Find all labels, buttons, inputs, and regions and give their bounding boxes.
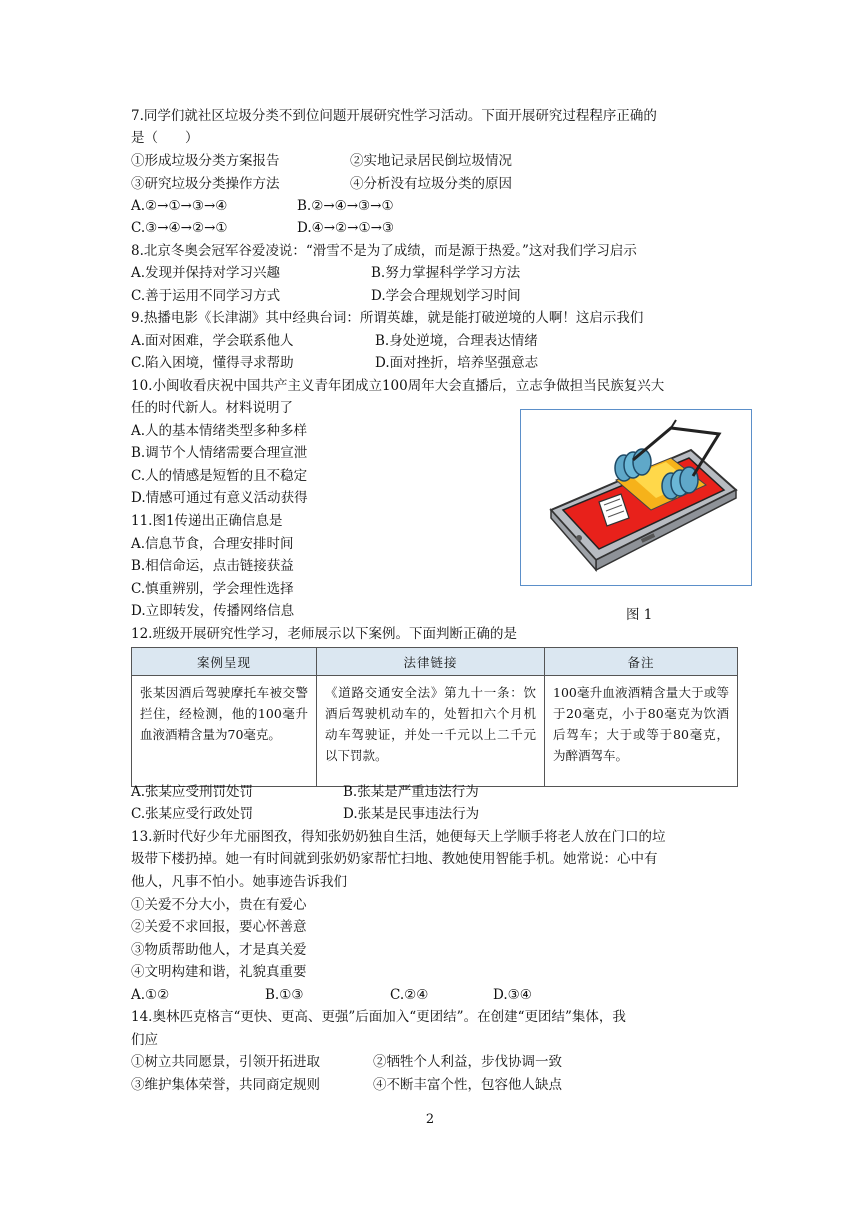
figure-1-caption: 图 1 bbox=[626, 607, 653, 623]
q14-item-2: ②牺牲个人利益，步伐协调一致 bbox=[373, 1054, 562, 1070]
q10-stem-line1: 10.小闽收看庆祝中国共产主义青年团成立100周年大会直播后，立志争做担当民族复兴大 bbox=[131, 378, 665, 394]
q7-item-4: ④分析没有垃圾分类的原因 bbox=[350, 176, 512, 192]
q7-item-2: ②实地记录居民倒垃圾情况 bbox=[350, 153, 512, 169]
q14-item-1: ①树立共同愿景，引领开拓进取 bbox=[131, 1054, 320, 1070]
q14-item-4: ④不断丰富个性，包容他人缺点 bbox=[373, 1077, 562, 1093]
q7-stem-line1: 7.同学们就社区垃圾分类不到位问题开展研究性学习活动。下面开展研究过程程序正确的 bbox=[131, 108, 657, 124]
figure-1-phone-mousetrap bbox=[520, 409, 752, 586]
q13-option-a: A.①② bbox=[131, 987, 170, 1003]
cell-law-link: 《道路交通安全法》第九十一条：饮酒后驾驶机动车的，处暂扣六个月机动车驾驶证，并处一千元以上二千元以下罚款。 bbox=[317, 676, 545, 787]
q12-option-b: B.张某是严重违法行为 bbox=[343, 784, 479, 800]
header-law-link: 法律链接 bbox=[317, 648, 545, 676]
q13-item-2: ②关爱不求回报，要心怀善意 bbox=[131, 919, 307, 935]
q13-item-4: ④文明构建和谐，礼貌真重要 bbox=[131, 964, 307, 980]
q13-stem-line1: 13.新时代好少年尤丽图孜，得知张奶奶独自生活，她便每天上学顺手将老人放在门口的垃 bbox=[131, 829, 666, 845]
q7-option-b: B.②→④→③→① bbox=[297, 198, 394, 214]
q14-stem-line2: 们应 bbox=[131, 1032, 158, 1048]
q9-stem: 9.热播电影《长津湖》其中经典台词：所谓英雄，就是能打破逆境的人啊！这启示我们 bbox=[131, 310, 644, 326]
q7-option-d: D.④→②→①→③ bbox=[297, 220, 394, 236]
q7-item-1: ①形成垃圾分类方案报告 bbox=[131, 153, 280, 169]
q9-option-b: B.身处逆境，合理表达情绪 bbox=[375, 333, 538, 349]
header-remarks: 备注 bbox=[545, 648, 738, 676]
q7-item-3: ③研究垃圾分类操作方法 bbox=[131, 176, 280, 192]
q10-option-c: C.人的情感是短暂的且不稳定 bbox=[131, 468, 308, 484]
q13-option-b: B.①③ bbox=[265, 987, 304, 1003]
q7-stem-line2: 是（ ） bbox=[131, 130, 199, 146]
q10-option-b: B.调节个人情绪需要合理宣泄 bbox=[131, 445, 308, 461]
q12-option-d: D.张某是民事违法行为 bbox=[343, 806, 480, 822]
q8-option-a: A.发现并保持对学习兴趣 bbox=[131, 265, 281, 281]
q10-option-d: D.情感可通过有意义活动获得 bbox=[131, 490, 308, 506]
table-header-row bbox=[132, 648, 738, 676]
q11-option-d: D.立即转发，传播网络信息 bbox=[131, 603, 295, 619]
q9-option-c: C.陷入困境，懂得寻求帮助 bbox=[131, 355, 294, 371]
q13-item-1: ①关爱不分大小，贵在有爱心 bbox=[131, 897, 307, 913]
q10-stem-line2: 任的时代新人。材料说明了 bbox=[131, 400, 293, 416]
q13-stem-line2: 圾带下楼扔掉。她一有时间就到张奶奶家帮忙扫地、教她使用智能手机。她常说：心中有 bbox=[131, 851, 658, 867]
q8-option-c: C.善于运用不同学习方式 bbox=[131, 288, 281, 304]
cell-case: 张某因酒后驾驶摩托车被交警拦住，经检测，他的100毫升血液酒精含量为70毫克。 bbox=[132, 676, 317, 787]
q13-item-3: ③物质帮助他人，才是真关爱 bbox=[131, 942, 307, 958]
q11-stem: 11.图1传递出正确信息是 bbox=[131, 513, 283, 529]
cell-remarks: 100毫升血液酒精含量大于或等于20毫克，小于80毫克为饮酒后驾车；大于或等于80毫克，为醉酒驾车。 bbox=[545, 676, 738, 787]
q13-option-c: C.②④ bbox=[390, 987, 429, 1003]
q12-option-c: C.张某应受行政处罚 bbox=[131, 806, 254, 822]
mousetrap-phone-illustration bbox=[521, 410, 751, 585]
page-number: 2 bbox=[425, 1112, 435, 1127]
q7-option-a: A.②→①→③→④ bbox=[131, 198, 228, 214]
q12-stem: 12.班级开展研究性学习，老师展示以下案例。下面判断正确的是 bbox=[131, 626, 517, 642]
q8-option-d: D.学会合理规划学习时间 bbox=[371, 288, 521, 304]
q11-option-b: B.相信命运，点击链接获益 bbox=[131, 558, 294, 574]
q9-option-a: A.面对困难，学会联系他人 bbox=[131, 333, 294, 349]
q7-option-c: C.③→④→②→① bbox=[131, 220, 228, 236]
q13-stem-line3: 他人，凡事不怕小。她事迹告诉我们 bbox=[131, 874, 347, 890]
q13-option-d: D.③④ bbox=[493, 987, 532, 1003]
q10-option-a: A.人的基本情绪类型多种多样 bbox=[131, 423, 308, 439]
q14-item-3: ③维护集体荣誉，共同商定规则 bbox=[131, 1077, 320, 1093]
q9-option-d: D.面对挫折，培养坚强意志 bbox=[375, 355, 539, 371]
q11-option-c: C.慎重辨别，学会理性选择 bbox=[131, 581, 294, 597]
q8-option-b: B.努力掌握科学学习方法 bbox=[371, 265, 521, 281]
q14-stem-line1: 14.奥林匹克格言“更快、更高、更强”后面加入“更团结”。在创建“更团结”集体，我 bbox=[131, 1009, 626, 1025]
table-row bbox=[132, 676, 738, 787]
q8-stem: 8.北京冬奥会冠军谷爱凌说：“滑雪不是为了成绩，而是源于热爱。”这对我们学习启示 bbox=[131, 243, 637, 259]
q11-option-a: A.信息节食，合理安排时间 bbox=[131, 536, 294, 552]
case-law-table bbox=[131, 647, 738, 787]
header-case: 案例呈现 bbox=[132, 648, 317, 676]
q12-option-a: A.张某应受刑罚处罚 bbox=[131, 784, 254, 800]
